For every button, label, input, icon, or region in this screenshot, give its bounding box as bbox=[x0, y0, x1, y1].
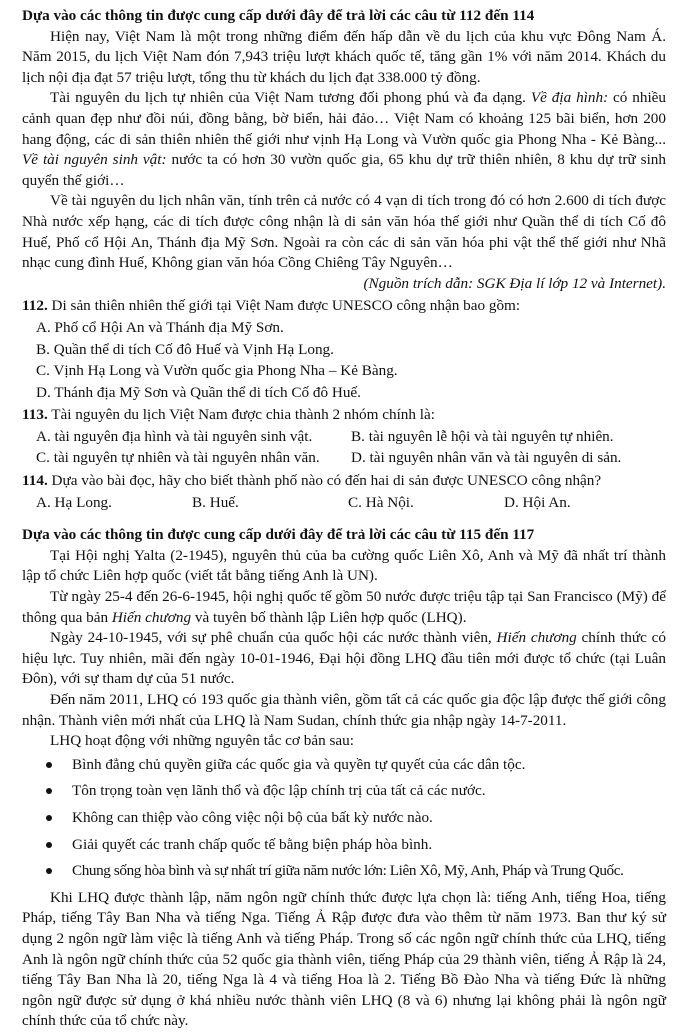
question-number: 113. bbox=[22, 406, 48, 424]
section-1-paragraph-2 bbox=[22, 88, 666, 191]
text-run: nước ta có hơn 30 vườn quốc gia, 65 khu dự trữ thiên nhiên, 8 khu dự trữ sinh quyển thế giới… bbox=[22, 151, 666, 189]
list-item-text: Chung sống hòa bình và sự nhất trí giữa năm nước lớn: Liên Xô, Mỹ, Anh, Pháp và Trung Quốc. bbox=[72, 862, 624, 880]
option-112-a: A. Phố cổ Hội An và Thánh địa Mỹ Sơn. bbox=[36, 318, 284, 336]
question-number: 114. bbox=[22, 472, 48, 490]
text-run: chính thức có hiệu lực. Tuy nhiên, mãi đến ngày 10-01-1946, Đại hội đồng LHQ đầu tiên mới được tổ chức (tại Luân Đôn), với sự tham dự của 51 nước. bbox=[22, 629, 666, 688]
list-item-text: Không can thiệp vào công việc nội bộ của bất kỳ nước nào. bbox=[72, 808, 433, 826]
text-run: Từ ngày 25-4 đến 26-6-1945, hội nghị quốc tế gồm 50 nước được triệu tập tại San Francisco (Mỹ) để thông qua bản bbox=[22, 588, 666, 626]
list-item bbox=[22, 781, 666, 802]
source-citation: (Nguồn trích dẫn: SGK Địa lí lớp 12 và Internet). bbox=[363, 274, 666, 292]
option-113-b: B. tài nguyên lễ hội và tài nguyên tự nhiên. bbox=[351, 427, 614, 445]
text-run: có nhiều cảnh quan đẹp như đồi núi, đồng bằng, bờ biển, hải đảo… Việt Nam có khoảng 125 bãi biển, hơn 200 hang động, các di sản thiên nhiên thế giới như vịnh Hạ Long và Vườn quốc gia Phong Nha - Kẻ Bàng... bbox=[22, 89, 666, 148]
list-item-text: Bình đẳng chủ quyền giữa các quốc gia và quyền tự quyết của các dân tộc. bbox=[72, 755, 526, 773]
options-114-row bbox=[36, 493, 666, 514]
bullet-icon bbox=[46, 868, 52, 874]
option-114-c: C. Hà Nội. bbox=[348, 493, 414, 511]
section-1-paragraph-3: Về tài nguyên du lịch nhân văn, tính trên cả nước có 4 vạn di tích trong đó có hơn 2.600 di tích được Nhà nước xếp hạng, các di tích được công nhận là di sản văn hóa thế giới như Quần thể di tích Cố đô Huế, Phố cổ Hội An, Thánh địa Mỹ Sơn. Ngoài ra còn các di sản văn hóa phi vật thể thế giới như Nhã nhạc cung đình Huế, Không gian văn hóa Cồng Chiêng Tây Nguyên… bbox=[22, 192, 666, 272]
option-113-d: D. tài nguyên nhân văn và tài nguyên di sản. bbox=[351, 449, 622, 467]
bullet-icon bbox=[46, 815, 52, 821]
option-114-d: D. Hội An. bbox=[504, 493, 571, 511]
section-2-paragraph-6: Khi LHQ được thành lập, năm ngôn ngữ chính thức được lựa chọn là: tiếng Anh, tiếng Hoa, tiếng Pháp, tiếng Tây Ban Nha và tiếng Nga. Tiếng Ả Rập được đưa vào thêm từ năm 1973. Ban thư ký sử dụng 2 ngôn ngữ làm việc là tiếng Anh và tiếng Pháp. Trong số các ngôn ngữ chính thức của LHQ, tiếng Anh là ngôn ngữ chính thức của 52 quốc gia thành viên, tiếng Pháp của 29 thành viên, tiếng Ả Rập là 24, tiếng Tây Ban Nha là 20, tiếng Nga là 4 và tiếng Hoa là 2. Tiếng Bồ Đào Nha và tiếng Đức là những ngôn ngữ được sử dụng ở khá nhiều nước thành viên LHQ (8 và 6) nhưng lại không phải là ngôn ngữ chính thức của tổ chức này. bbox=[22, 888, 666, 1030]
text-run: Ngày 24-10-1945, với sự phê chuẩn của quốc hội các nước thành viên, bbox=[50, 629, 497, 647]
list-item bbox=[22, 755, 666, 776]
section-2-paragraph-2 bbox=[22, 587, 666, 628]
bullet-icon bbox=[46, 788, 52, 794]
bullet-icon bbox=[46, 762, 52, 768]
question-text: Di sản thiên nhiên thế giới tại Việt Nam được UNESCO công nhận bao gồm: bbox=[47, 297, 521, 315]
italic-term-charter: Hiến chương bbox=[496, 629, 577, 647]
italic-term-charter: Hiến chương bbox=[111, 608, 192, 626]
principles-list bbox=[22, 755, 666, 882]
section-1-paragraph-1: Hiện nay, Việt Nam là một trong những điểm đến hấp dẫn về du lịch của khu vực Đông Nam Á. Năm 2015, du lịch Việt Nam đón 7,943 triệu lượt khách quốc tế, tăng gần 1% với năm 2014. Khách du lịch nội địa đạt 57 triệu lượt, tổng thu từ khách du lịch đạt 338.000 tỷ đồng. bbox=[22, 27, 666, 86]
section-2-paragraph-5: LHQ hoạt động với những nguyên tắc cơ bản sau: bbox=[50, 732, 354, 750]
option-112-d: D. Thánh địa Mỹ Sơn và Quần thể di tích Cố đô Huế. bbox=[36, 383, 361, 401]
section-2-paragraph-3 bbox=[22, 628, 666, 690]
list-item bbox=[22, 808, 666, 829]
option-114-b: B. Huế. bbox=[192, 493, 239, 511]
text-run: và tuyên bố thành lập Liên hợp quốc (LHQ). bbox=[191, 608, 467, 626]
question-text: Tài nguyên du lịch Việt Nam được chia thành 2 nhóm chính là: bbox=[47, 406, 435, 424]
section-2-paragraph-4: Đến năm 2011, LHQ có 193 quốc gia thành viên, gồm tất cả các quốc gia độc lập được thế giới công nhận. Thành viên mới nhất của LHQ là Nam Sudan, chính thức gia nhập ngày 14-7-2011. bbox=[22, 691, 666, 729]
question-112 bbox=[22, 296, 666, 317]
list-item-text: Tôn trọng toàn vẹn lãnh thổ và độc lập chính trị của tất cả các nước. bbox=[72, 782, 486, 800]
text-run: Tài nguyên du lịch tự nhiên của Việt Nam tương đối phong phú và đa dạng. bbox=[50, 89, 531, 107]
bullet-icon bbox=[46, 842, 52, 848]
question-text: Dựa vào bài đọc, hãy cho biết thành phố nào có đến hai di sản được UNESCO công nhận? bbox=[47, 472, 602, 490]
section-2-heading: Dựa vào các thông tin được cung cấp dưới đây để trả lời các câu từ 115 đến 117 bbox=[22, 526, 535, 544]
section-2-paragraph-1: Tại Hội nghị Yalta (2-1945), nguyên thủ của ba cường quốc Liên Xô, Anh và Mỹ đã nhất trí thành lập tổ chức Liên hợp quốc (viết tắt bằng tiếng Anh là UN). bbox=[22, 546, 666, 585]
italic-term-biological: Về tài nguyên sinh vật: bbox=[22, 151, 167, 169]
option-112-c: C. Vịnh Hạ Long và Vườn quốc gia Phong Nha – Kẻ Bàng. bbox=[36, 362, 398, 380]
option-112-b: B. Quần thể di tích Cố đô Huế và Vịnh Hạ Long. bbox=[36, 340, 334, 358]
list-item-text: Giải quyết các tranh chấp quốc tế bằng biện pháp hòa bình. bbox=[72, 835, 433, 853]
options-113-row-1 bbox=[36, 427, 666, 448]
list-item bbox=[22, 835, 666, 856]
question-number: 112. bbox=[22, 297, 48, 315]
options-113-row-2 bbox=[36, 448, 666, 469]
option-114-a: A. Hạ Long. bbox=[36, 493, 112, 511]
italic-term-terrain: Về địa hình: bbox=[530, 89, 609, 107]
option-113-a: A. tài nguyên địa hình và tài nguyên sinh vật. bbox=[36, 427, 313, 445]
section-spacer bbox=[22, 513, 666, 525]
question-114 bbox=[22, 471, 666, 492]
section-1-heading: Dựa vào các thông tin được cung cấp dưới đây để trả lời các câu từ 112 đến 114 bbox=[22, 7, 535, 24]
list-item bbox=[22, 861, 666, 882]
option-113-c: C. tài nguyên tự nhiên và tài nguyên nhân văn. bbox=[36, 449, 320, 467]
question-113 bbox=[22, 405, 666, 426]
